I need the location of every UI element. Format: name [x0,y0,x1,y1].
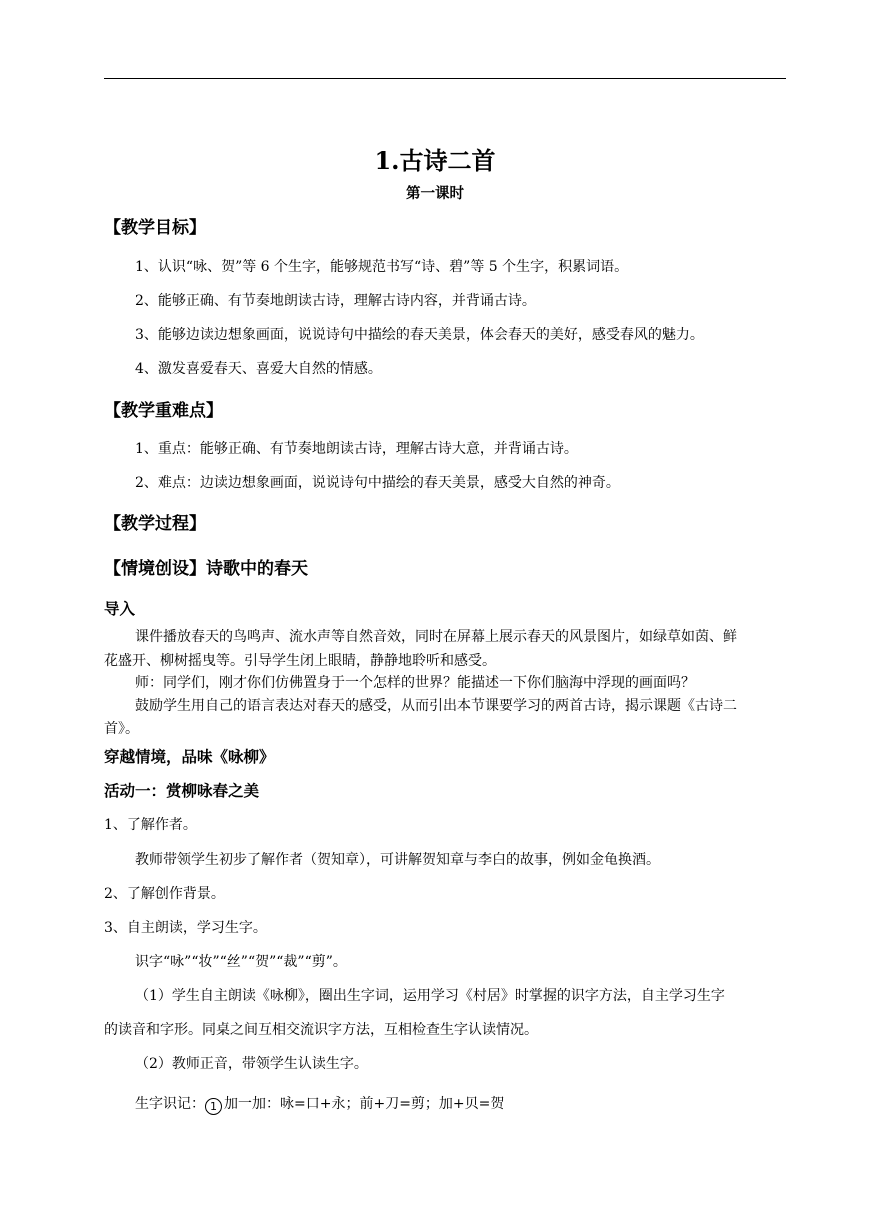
keypoints-heading: 【教学重难点】 [104,401,223,421]
step-line-7: 的读音和字形。同桌之间互相交流识字方法，互相检查生字认读情况。 [104,1022,538,1038]
section-heading: 穿越情境，品味《咏柳》 [104,748,275,766]
step-line-8: （2）教师正音，带领学生认读生字。 [135,1056,368,1072]
intro-line-4: 鼓励学生用自己的语言表达对春天的感受，从而引出本节课要学习的两首古诗，揭示课题《古诗二 [135,698,737,714]
step-line-5: 识字“咏”“妆”“丝”“贺”“裁”“剪”。 [135,954,347,970]
goal-item-2: 2、能够正确、有节奏地朗读古诗，理解古诗内容，并背诵古诗。 [135,293,536,309]
step-line-4: 3、自主朗读，学习生字。 [104,920,267,936]
header-rule [104,78,786,79]
step-line-2: 教师带领学生初步了解作者（贺知章），可讲解贺知章与李白的故事，例如金龟换酒。 [135,852,660,868]
circled-number-1: 1 [205,1098,222,1115]
step-line-6: （1）学生自主朗读《咏柳》，圈出生字词，运用学习《村居》时掌握的识字方法，自主学习生字 [135,988,725,1004]
step-line-1: 1、了解作者。 [104,817,197,833]
page-title: 1.古诗二首 [374,146,496,175]
goal-item-4: 4、激发喜爱春天、喜爱大自然的情感。 [135,361,382,377]
keypoint-item-1: 1、重点：能够正确、有节奏地朗读古诗，理解古诗大意，并背诵古诗。 [135,441,578,457]
step-line-3: 2、了解创作背景。 [104,886,225,902]
keypoint-item-2: 2、难点：边读边想象画面，说说诗句中描绘的春天美景，感受大自然的神奇。 [135,475,620,491]
intro-line-1: 课件播放春天的鸟鸣声、流水声等自然音效，同时在屏幕上展示春天的风景图片，如绿草如茵、鲜 [135,629,737,645]
intro-line-2: 花盛开、柳树摇曳等。引导学生闭上眼睛，静静地聆听和感受。 [104,653,496,669]
intro-heading: 导入 [104,600,136,618]
goals-heading: 【教学目标】 [104,218,206,238]
literacy-rest: 加一加：咏=口+永；前+刀=剪；加+贝=贺 [224,1096,505,1112]
page-subtitle: 第一课时 [406,185,464,202]
goal-item-3: 3、能够边读边想象画面，说说诗句中描绘的春天美景，体会春天的美好，感受春风的魅力。 [135,327,704,343]
goal-item-1: 1、认识“咏、贺”等 6 个生字，能够规范书写“诗、碧”等 5 个生字，积累词语。 [135,259,629,275]
literacy-line [135,1094,504,1115]
intro-line-5: 首》。 [104,721,139,737]
activity-heading: 活动一：赏柳咏春之美 [104,782,260,800]
scene-heading: 【情境创设】诗歌中的春天 [104,559,308,579]
intro-line-3: 师：同学们，刚才你们仿佛置身于一个怎样的世界？能描述一下你们脑海中浮现的画面吗？ [135,675,695,691]
literacy-prefix: 生字识记： [135,1096,205,1112]
process-heading: 【教学过程】 [104,514,206,534]
